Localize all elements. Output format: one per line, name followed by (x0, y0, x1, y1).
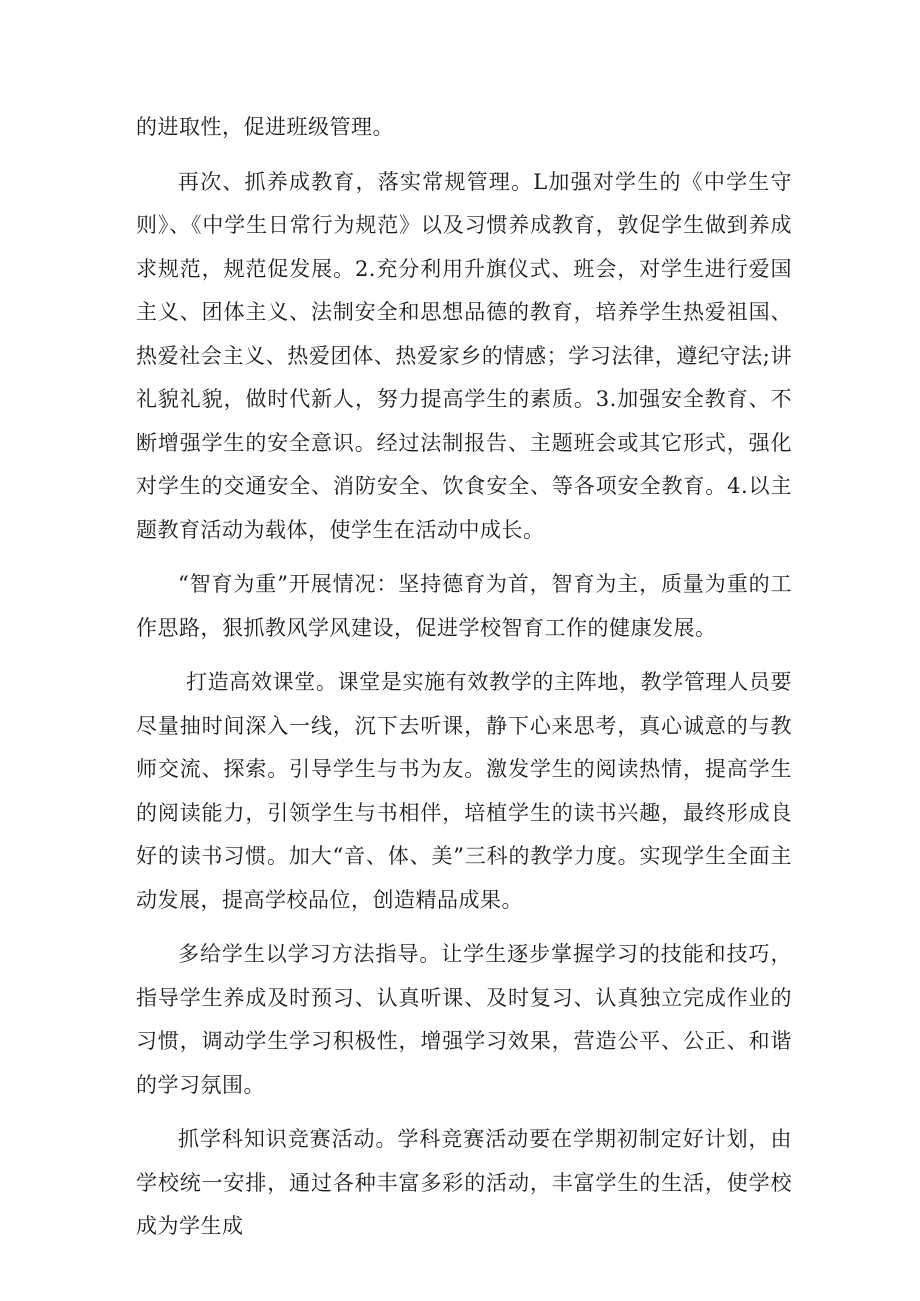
paragraph-efficient-classroom: 打造高效课堂。课堂是实施有效教学的主阵地，教学管理人员要尽量抽时间深入一线，沉下去听课，静下心来思考，真心诚意的与教师交流、探索。引导学生与书为友。激发学生的阅读热情，提高学生的阅读能力，引领学生与书相伴，培植学生的读书兴趣，最终形成良好的读书习惯。加大“音、体、美”三科的教学力度。实现学生全面主动发展，提高学校品位，创造精品成果。 (136, 670, 792, 912)
paragraph-subject-competition: 抓学科知识竞赛活动。学科竞赛活动要在学期初制定好计划，由学校统一安排，通过各种丰富多彩的活动，丰富学生的生活，使学校成为学生成 (136, 1127, 792, 1238)
paragraph-study-methods: 多给学生以学习方法指导。让学生逐步掌握学习的技能和技巧，指导学生养成及时预习、认真听课、及时复习、认真独立完成作业的习惯，调动学生学习积极性，增强学习效果，营造公平、公正、和谐的学习氛围。 (136, 942, 792, 1097)
paragraph-intellectual-education: “智育为重”开展情况：坚持德育为首，智育为主，质量为重的工作思路，狠抓教风学风建设，促进学校智育工作的健康发展。 (136, 572, 792, 640)
paragraph-continuation: 的进取性，促进班级管理。 (136, 115, 394, 139)
document-body (136, 106, 792, 1260)
paragraph-routine-management: 再次、抓养成教育，落实常规管理。L加强对学生的《中学生守则》、《中学生日常行为规范》以及习惯养成教育，敦促学生做到养成求规范，规范促发展。2.充分利用升旗仪式、班会，对学生进行爱国主义、团体主义、法制安全和思想品德的教育，培养学生热爱祖国、热爱社会主义、热爱团体、热爱家乡的情感；学习法律，遵纪守法;讲礼貌礼貌，做时代新人，努力提高学生的素质。3.加强安全教育、不断增强学生的安全意识。经过法制报告、主题班会或其它形式，强化对学生的交通安全、消防安全、饮食安全、等各项安全教育。4.以主题教育活动为载体，使学生在活动中成长。 (136, 169, 792, 542)
